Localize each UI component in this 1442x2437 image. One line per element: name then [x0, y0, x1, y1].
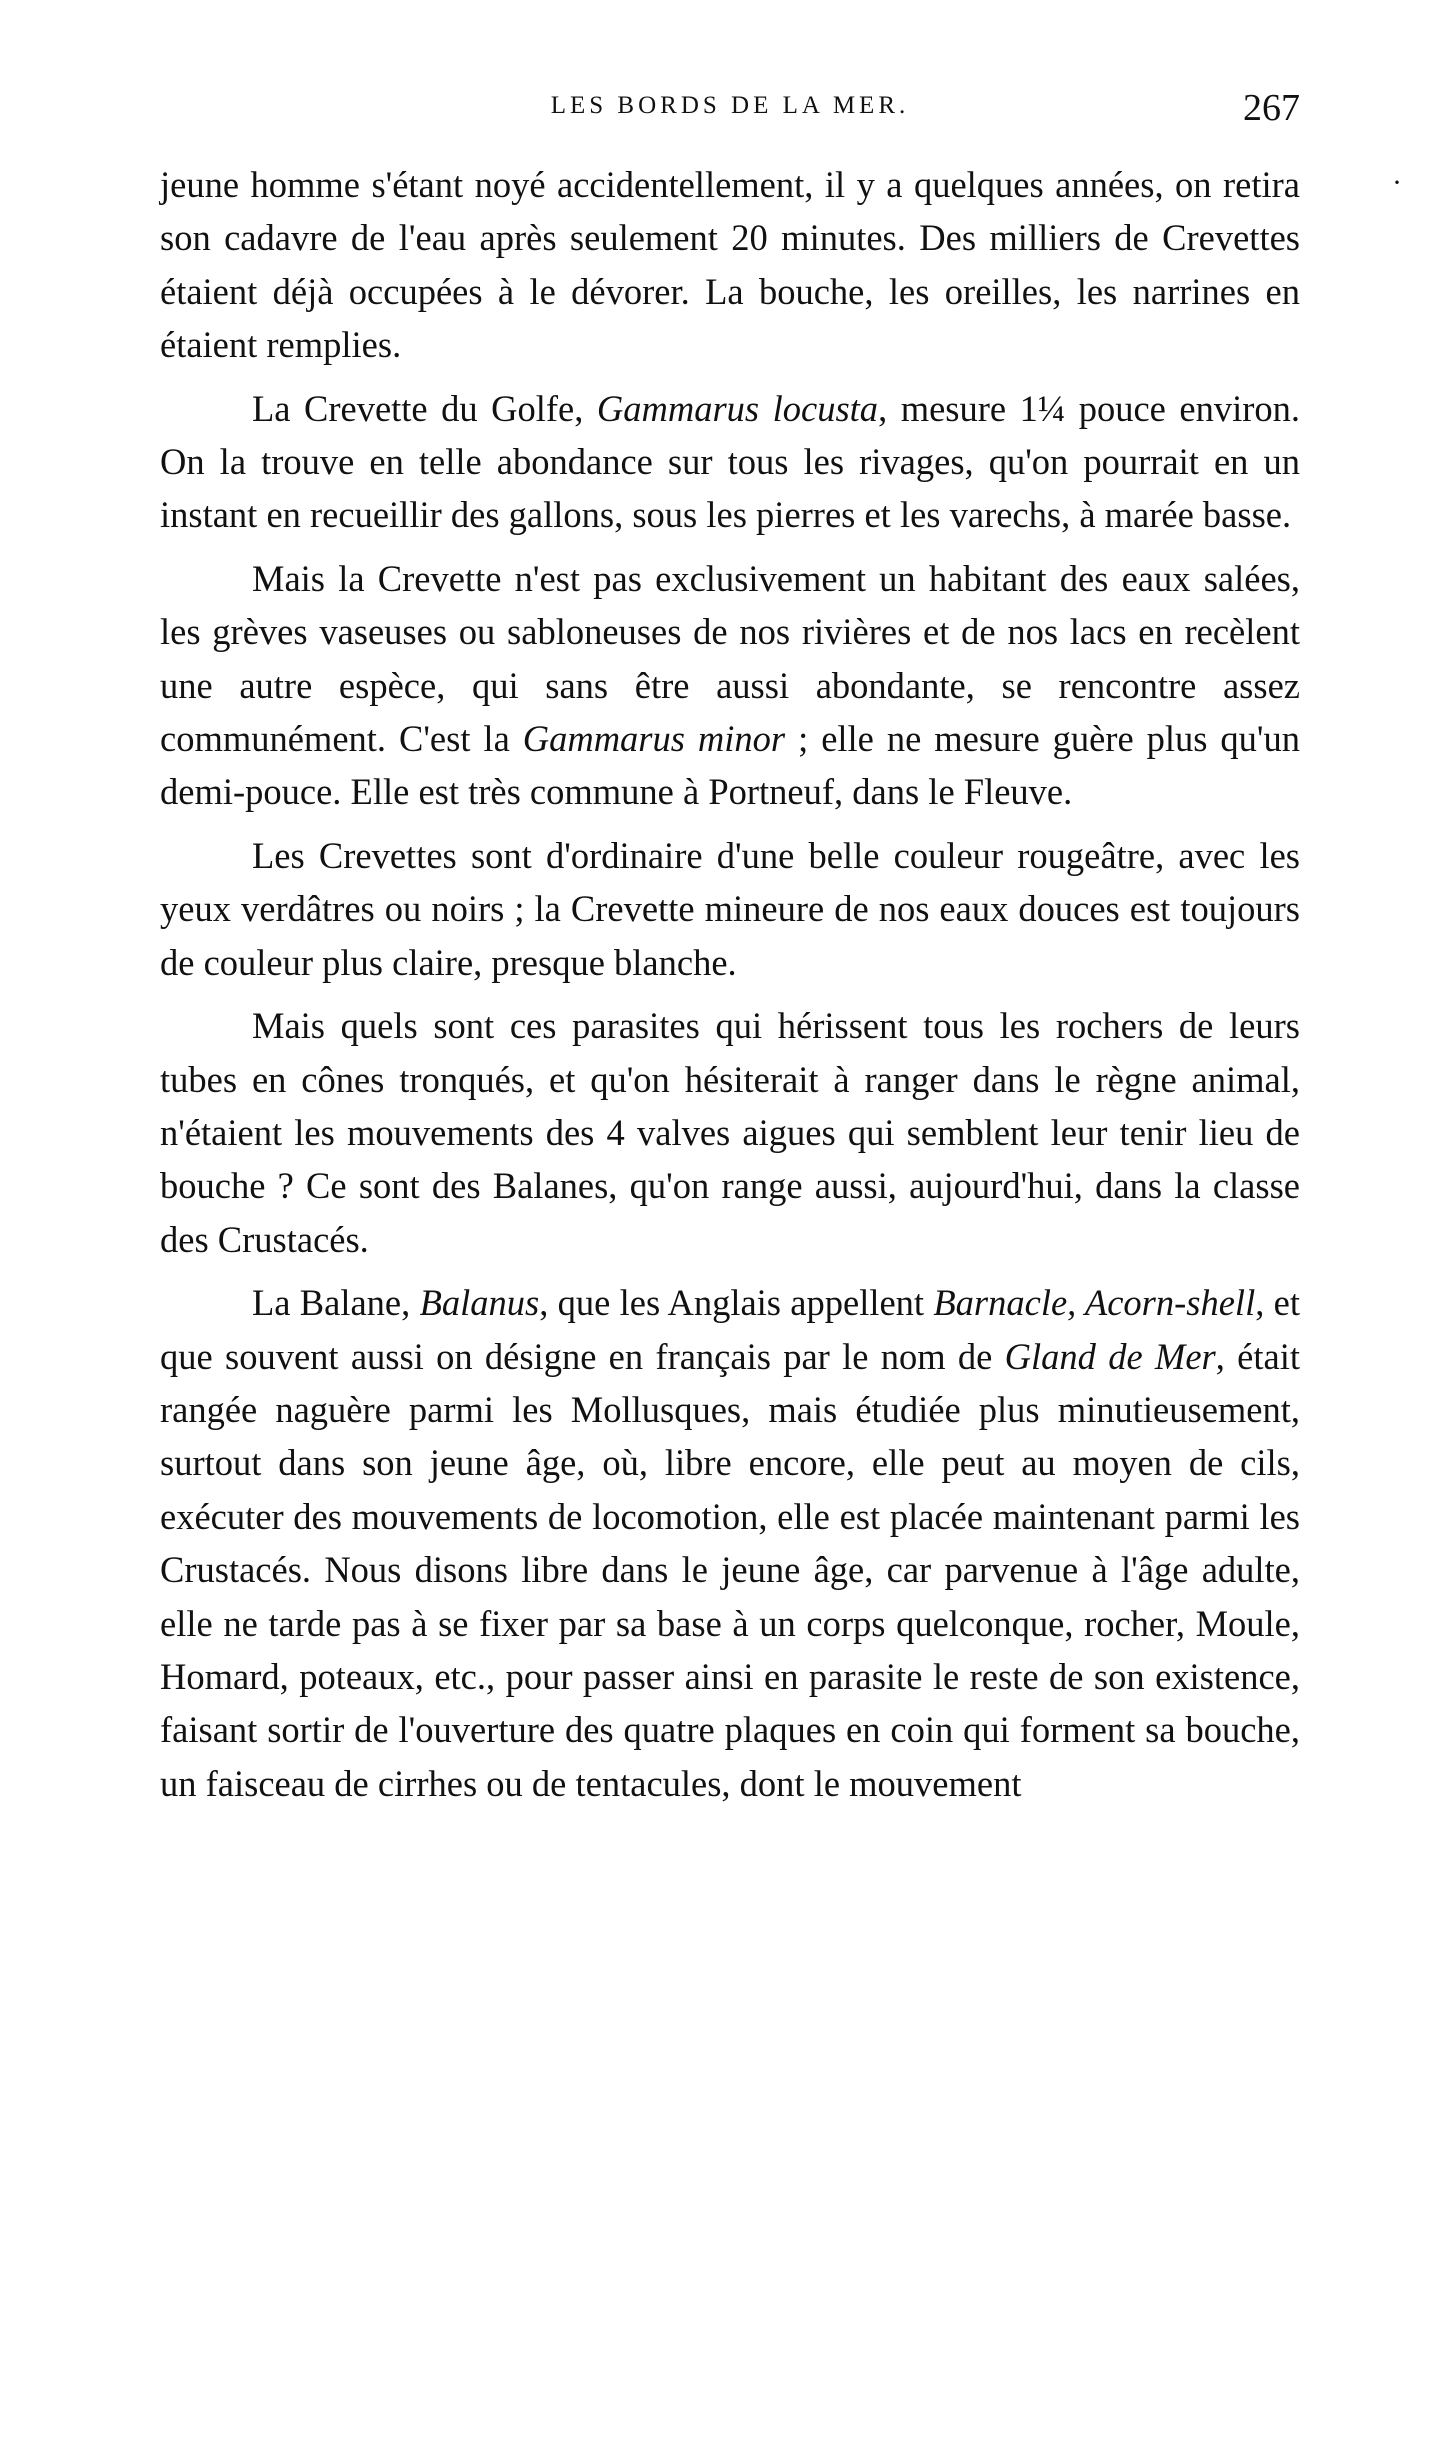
italic-term: Gammarus minor [522, 718, 786, 760]
text-run: Mais quels sont ces parasites qui hérissent tous les rochers de leurs tubes en cônes tronqués, et qu'on hésiterait à ranger dans le règne animal, n'étaient les mouvements des 4 valves aigues qui semblent leur tenir lieu de bouche ? Ce sont des Balanes, qu'on range aussi, aujourd'hui, dans la classe des Crustacés. [160, 1005, 1300, 1260]
paragraph [160, 829, 1300, 989]
running-head [160, 87, 1300, 132]
text-run: , et que souvent aussi on désigne en français par le nom de [160, 1282, 1300, 1377]
text-run: La Crevette du Golfe, [252, 387, 597, 429]
text-run: , était rangée naguère parmi les Mollusques, mais étudiée plus minutieusement, surtout dans son jeune âge, où, libre encore, elle peut au moyen de cils, exécuter des mouvements de locomotion, elle est placée maintenant parmi les Crustacés. Nous disons libre dans le jeune âge, car parvenue à l'âge adulte, elle ne tarde pas à se fixer par sa base à un corps quelconque, rocher, Moule, Homard, poteaux, etc., pour passer ainsi en parasite le reste de son existence, faisant sortir de l'ouverture des quatre plaques en coin qui forment sa bouche, un faisceau de cirrhes ou de tentacules, dont le mouvement [160, 1335, 1300, 1804]
italic-term: Gland de Mer [1004, 1335, 1216, 1377]
text-run: La Balane, [252, 1282, 420, 1324]
italic-term: Barnacle, Acorn-shell [933, 1282, 1256, 1324]
running-title: LES BORDS DE LA MER. [550, 92, 910, 119]
text-run: jeune homme s'étant noyé accidentellement, il y a quelques années, on retira son cadavre de l'eau après seulement 20 minutes. Des milliers de Crevettes étaient déjà occupées à le dévorer. La bouche, les oreilles, les narrines en étaient remplies. [160, 164, 1300, 366]
italic-term: Gammarus locusta [596, 387, 879, 429]
body-text [160, 158, 1300, 1820]
text-run: , que les Anglais appellent [539, 1282, 934, 1324]
text-run: , mesure 1¼ pouce environ. On la trouve en telle abondance sur tous les rivages, qu'on pourrait en un instant en recueillir des gallons, sous les pierres et les varechs, à marée basse. [160, 387, 1300, 536]
page-number: 267 [1243, 87, 1300, 129]
paragraph [160, 999, 1300, 1266]
text-run: Les Crevettes sont d'ordinaire d'une belle couleur rougeâtre, avec les yeux verdâtres ou noirs ; la Crevette mineure de nos eaux douces est toujours de couleur plus claire, presque blanche. [160, 834, 1300, 983]
paragraph [160, 1276, 1300, 1810]
paragraph [160, 552, 1300, 819]
paragraph [160, 382, 1300, 542]
text-run: Mais la Crevette n'est pas exclusivement un habitant des eaux salées, les grèves vaseuses ou sabloneuses de nos rivières et de nos lacs en recèlent une autre espèce, qui sans être aussi abondante, se rencontre assez communément. C'est la [160, 557, 1300, 760]
text-run: ; elle ne mesure guère plus qu'un demi-pouce. Elle est très commune à Portneuf, dans le Fleuve. [160, 718, 1300, 813]
margin-mark: · [1392, 166, 1402, 199]
paragraph [160, 158, 1300, 372]
italic-term: Balanus [419, 1282, 540, 1324]
